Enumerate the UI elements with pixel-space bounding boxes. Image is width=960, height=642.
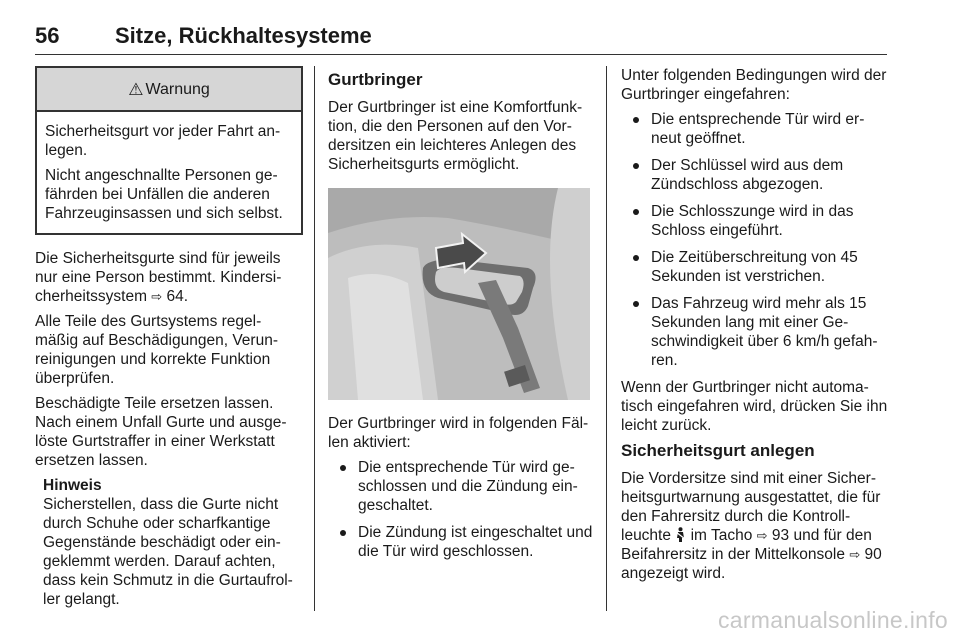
- page-number: 56: [35, 23, 60, 48]
- warning-triangle-icon: ⚠: [128, 79, 144, 99]
- page-reference-link[interactable]: 64: [166, 288, 184, 305]
- warning-box: [35, 66, 303, 235]
- section-title: Sitze, Rückhaltesysteme: [115, 23, 372, 48]
- reference-arrow-icon: ⇨: [151, 289, 163, 304]
- bullet-icon: [633, 209, 639, 215]
- heading-gurtbringer: Gurtbringer: [328, 70, 423, 89]
- paragraph-intro: Der Gurtbringer ist eine Komfortfunk-tion, die den Personen auf den Vor-dersitzen ein leichteres Anlegen des Sicherheitsgurts ermöglicht.: [328, 99, 583, 173]
- warning-title: Warnung: [145, 80, 210, 98]
- warning-body: [37, 112, 301, 233]
- note-text: Sicherstellen, dass die Gurte nicht durch Schuhe oder scharfkantige Gegenstände beschädigt oder ein-geklemmt werden. Darauf achten, dass kein Schmutz in die Gurtaufrol-ler gelangt.: [43, 496, 293, 608]
- warning-header: [37, 68, 301, 112]
- retract-list: [621, 110, 889, 370]
- bullet-icon: [340, 465, 346, 471]
- bullet-icon: [633, 255, 639, 261]
- bullet-icon: [633, 117, 639, 123]
- watermark: carmanualsonline.info: [717, 607, 948, 633]
- activation-list: [328, 458, 594, 561]
- page-reference-link[interactable]: 93: [771, 527, 790, 544]
- list-item: Die Zündung ist eingeschaltet und die Tür wird geschlossen.: [328, 523, 594, 561]
- column-divider: [606, 66, 607, 611]
- paragraph-retract-intro: Unter folgenden Bedingungen wird der Gurtbringer eingefahren:: [621, 67, 887, 103]
- note-heading: Hinweis: [43, 477, 102, 494]
- page-header: [35, 20, 887, 55]
- column-left: [35, 66, 303, 609]
- list-item: Die entsprechende Tür wird ge-schlossen und die Zündung ein-geschaltet.: [328, 458, 594, 515]
- note-block: [35, 476, 303, 609]
- list-item: Der Schlüssel wird aus dem Zündschloss abgezogen.: [621, 156, 889, 194]
- column-right: [621, 66, 889, 589]
- warning-paragraph: Sicherheitsgurt vor jeder Fahrt an-legen.: [45, 123, 281, 159]
- belt-presenter-illustration: [328, 188, 590, 400]
- list-item: Das Fahrzeug wird mehr als 15 Sekunden lang mit einer Ge-schwindigkeit über 6 km/h gefah-ren.: [621, 294, 889, 370]
- heading-fasten-belt: Sicherheitsgurt anlegen: [621, 441, 815, 460]
- column-divider: [314, 66, 315, 611]
- paragraph-belt-warning: Die Vordersitze sind mit einer Sicher-heitsgurtwarnung ausgestattet, die für den Fahrersitz durch die Kontroll-leuchte im Tacho ⇨ 93 und für den Beifahrersitz in der Mittelkonsole ⇨ 90 angezeigt wird.: [621, 470, 882, 582]
- page-reference-link[interactable]: 90: [864, 546, 882, 563]
- list-item: Die Schlosszunge wird in das Schloss eingeführt.: [621, 202, 889, 240]
- paragraph-push-back: Wenn der Gurtbringer nicht automa-tisch eingefahren wird, drücken Sie ihn leicht zurück.: [621, 379, 888, 434]
- paragraph-belt-one-person: Die Sicherheitsgurte sind für jeweils nur eine Person bestimmt. Kindersi-cherheitssystem ⇨ 64.: [35, 250, 282, 305]
- paragraph-activation-intro: Der Gurtbringer wird in folgenden Fäl-len aktiviert:: [328, 415, 589, 451]
- warning-paragraph: Nicht angeschnallte Personen ge-fährden bei Unfällen die anderen Fahrzeuginsassen und sich selbst.: [45, 167, 283, 222]
- reference-arrow-icon: ⇨: [756, 528, 768, 543]
- bullet-icon: [633, 163, 639, 169]
- bullet-icon: [340, 530, 346, 536]
- list-item: Die Zeitüberschreitung von 45 Sekunden ist verstrichen.: [621, 248, 889, 286]
- seatbelt-warning-icon: [675, 527, 690, 544]
- paragraph-check-belts: Alle Teile des Gurtsystems regel-mäßig auf Beschädigungen, Verun-reinigungen und korrekte Funktion überprüfen.: [35, 313, 278, 387]
- column-middle: [328, 66, 594, 569]
- reference-arrow-icon: ⇨: [849, 547, 861, 562]
- paragraph-replace-parts: Beschädigte Teile ersetzen lassen. Nach einem Unfall Gurte und ausge-löste Gurtstraffer in einer Werkstatt ersetzen lassen.: [35, 395, 287, 469]
- list-item: Die entsprechende Tür wird er-neut geöffnet.: [621, 110, 889, 148]
- bullet-icon: [633, 301, 639, 307]
